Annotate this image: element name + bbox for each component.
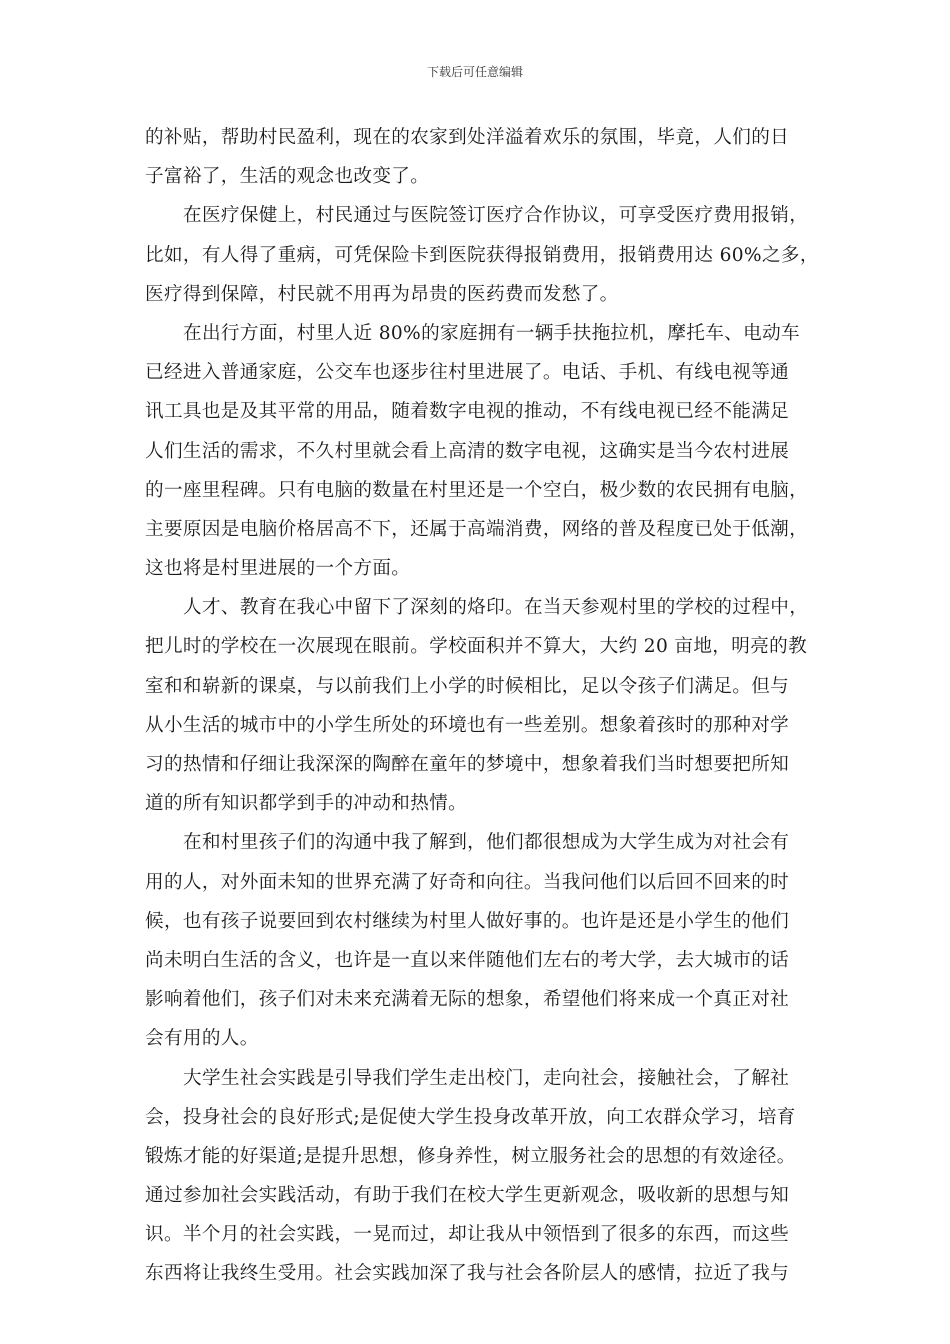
- text-line: 在出行方面，村里人近 80%的家庭拥有一辆手扶拖拉机，摩托车、电动车: [183, 322, 800, 344]
- text-line: 讯工具也是及其平常的用品，随着数字电视的推动，不有线电视已经不能满足: [145, 401, 790, 423]
- text-line: 用的人，对外面未知的世界充满了好奇和向往。当我问他们以后回不回来的时: [145, 871, 790, 893]
- text-line: 锻炼才能的好渠道;是提升思想，修身养性，树立服务社会的思想的有效途径。: [145, 1145, 796, 1167]
- text-line: 尚未明白生活的含义，也许是一直以来伴随他们左右的考大学，去大城市的话: [145, 949, 790, 971]
- text-line: 已经进入普通家庭，公交车也逐步往村里进展了。电话、手机、有线电视等通: [145, 362, 790, 384]
- text-line: 主要原因是电脑价格居高不下，还属于高端消费，网络的普及程度已处于低潮，: [145, 518, 809, 540]
- text-line: 把儿时的学校在一次展现在眼前。学校面积并不算大，大约 20 亩地，明亮的教: [145, 636, 808, 658]
- text-line: 识。半个月的社会实践，一晃而过，却让我从中领悟到了很多的东西，而这些: [145, 1224, 790, 1246]
- text-line: 习的热情和仔细让我深深的陶醉在童年的梦境中，想象着我们当时想要把所知: [145, 754, 790, 775]
- text-line: 室和和崭新的课桌，与以前我们上小学的时候相比，足以令孩子们满足。但与: [145, 675, 790, 697]
- text-line: 通过参加社会实践活动，有助于我们在校大学生更新观念，吸收新的思想与知: [145, 1185, 790, 1207]
- text-line: 的补贴，帮助村民盈利，现在的农家到处洋溢着欢乐的氛围，毕竟，人们的日: [145, 127, 790, 148]
- text-line: 会有用的人。: [145, 1028, 259, 1050]
- text-line: 在医疗保健上，村民通过与医院签订医疗合作协议，可享受医疗费用报销，: [183, 205, 809, 227]
- text-line: 会，投身社会的良好形式;是促使大学生投身改革开放，向工农群众学习，培育: [145, 1106, 796, 1128]
- text-line: 在和村里孩子们的沟通中我了解到，他们都很想成为大学生成为对社会有: [183, 832, 790, 854]
- text-line: 人们生活的需求，不久村里就会看上高清的数字电视，这确实是当今农村进展: [145, 440, 790, 462]
- text-line: 这也将是村里进展的一个方面。: [145, 558, 411, 580]
- text-line: 从小生活的城市中的小学生所处的环境也有一些差别。想象着孩时的那种对学: [145, 714, 790, 736]
- text-line: 影响着他们，孩子们对未来充满着无际的想象，希望他们将来成一个真正对社: [145, 989, 790, 1011]
- page-header-note: 下载后可任意编辑: [426, 65, 523, 79]
- text-line: 人才、教育在我心中留下了深刻的烙印。在当天参观村里的学校的过程中，: [183, 597, 809, 619]
- text-line: 比如，有人得了重病，可凭保险卡到医院获得报销费用，报销费用达 60%之多，: [145, 244, 819, 266]
- text-line: 子富裕了，生活的观念也改变了。: [145, 166, 430, 188]
- text-line: 医疗得到保障，村民就不用再为昂贵的医药费而发愁了。: [145, 283, 619, 305]
- text-line: 东西将让我终生受用。社会实践加深了我与社会各阶层人的感情，拉近了我与: [145, 1263, 790, 1285]
- text-line: 的一座里程碑。只有电脑的数量在村里还是一个空白，极少数的农民拥有电脑，: [145, 479, 809, 501]
- text-line: 大学生社会实践是引导我们学生走出校门，走向社会，接触社会，了解社: [183, 1067, 790, 1089]
- text-line: 候，也有孩子说要回到农村继续为村里人做好事的。也许是还是小学生的他们: [145, 910, 790, 932]
- body-text: [145, 118, 819, 1294]
- text-line: 道的所有知识都学到手的冲动和热情。: [145, 793, 468, 815]
